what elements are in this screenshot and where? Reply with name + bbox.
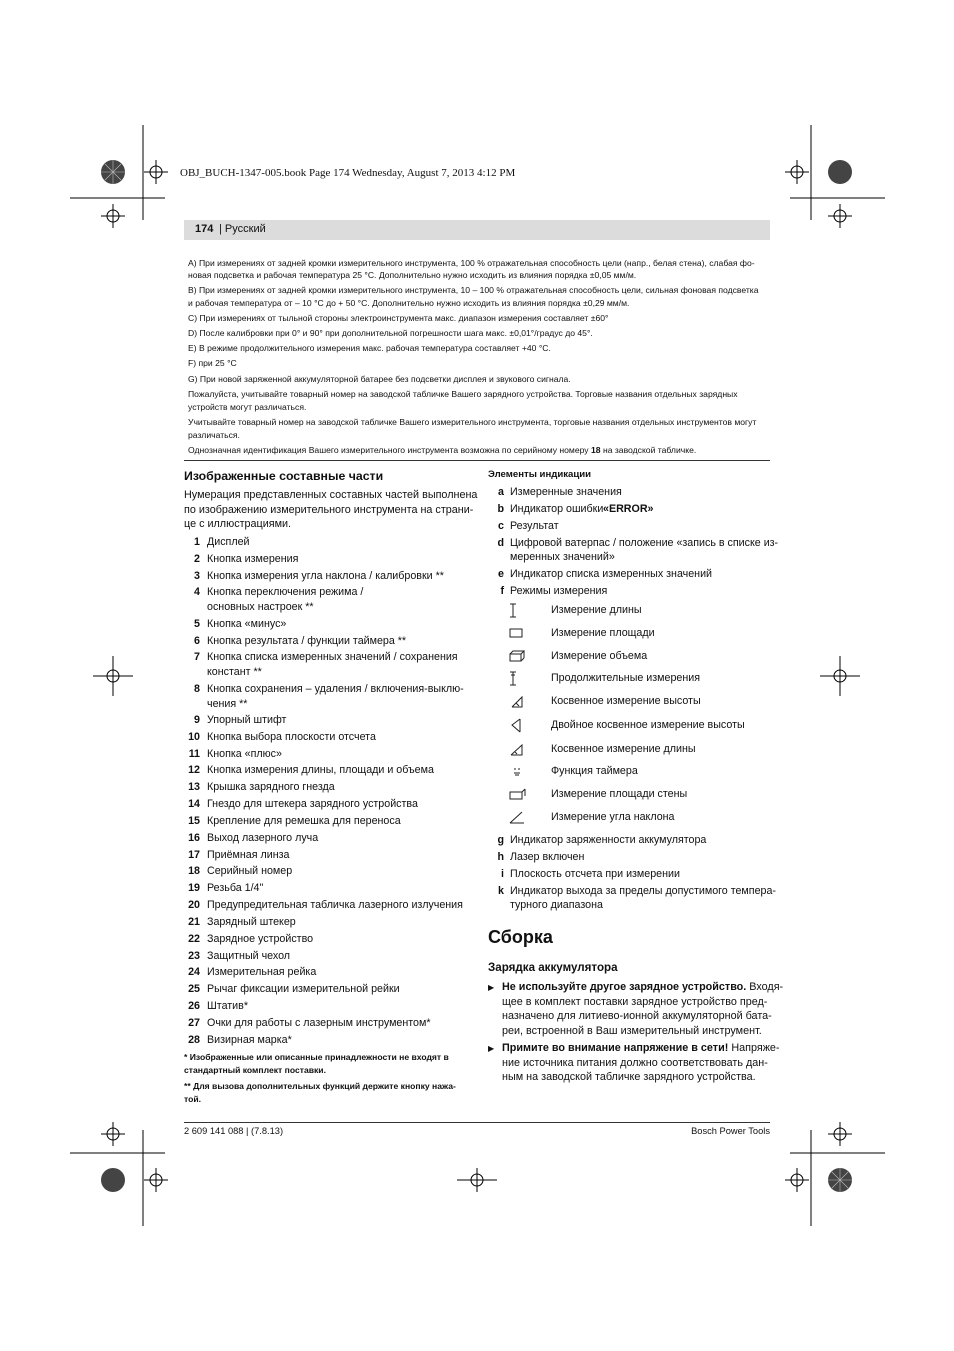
slope-icon <box>508 810 526 824</box>
component-item <box>184 881 474 896</box>
component-label-continued: констант ** <box>207 666 262 678</box>
indicator-label: Индикатор выхода за пределы допустимого темпера- <box>510 885 776 897</box>
double-indirect-height-icon <box>508 718 526 732</box>
component-item <box>184 864 474 879</box>
charger-warning: Не используйте другое зарядное устройство. Входя- <box>502 981 784 993</box>
print-header: OBJ_BUCH-1347-005.book Page 174 Wednesday, August 7, 2013 4:12 PM <box>180 167 516 179</box>
component-item <box>184 932 474 947</box>
component-label: Измерительная рейка <box>207 966 317 978</box>
component-label: Визирная марка* <box>207 1034 292 1046</box>
component-number: 10 <box>188 731 200 743</box>
extra-functions-note: ** Для вызова дополнительных функций держите кнопку нажа- той. <box>184 1081 456 1104</box>
component-item <box>184 982 474 997</box>
component-label: Кнопка «минус» <box>207 618 287 630</box>
component-label: Упорный штифт <box>207 714 287 726</box>
component-item <box>184 747 474 762</box>
component-label-continued: основных настроек ** <box>207 601 314 613</box>
indicator-key: c <box>498 520 504 532</box>
indirect-height-icon <box>508 694 526 708</box>
component-item <box>184 682 474 697</box>
component-item <box>184 569 474 584</box>
component-item <box>184 585 474 600</box>
continuous-icon <box>508 671 526 685</box>
measurement-mode-label: Косвенное измерение длины <box>551 743 696 755</box>
components-intro-line: Нумерация представленных составных частей выполнена <box>184 489 478 501</box>
component-number: 12 <box>188 764 200 776</box>
indicator-key: i <box>501 868 504 880</box>
component-label: Очки для работы с лазерным инструментом* <box>207 1017 431 1029</box>
component-item <box>184 831 474 846</box>
area-icon <box>508 626 526 640</box>
component-item <box>184 999 474 1014</box>
footnote-line: E) В режиме продолжительного измерения макс. рабочая температура составляет +40 °C. <box>188 343 551 353</box>
indicator-item <box>488 584 770 599</box>
page-number: 174 <box>195 223 214 235</box>
indicator-label: Индикатор списка измеренных значений <box>510 568 713 580</box>
component-item <box>184 634 474 649</box>
component-label: Штатив* <box>207 1000 248 1012</box>
footnote-line: B) При измерениях от задней кромки измерительного инструмента, 10 – 100 % отражательная способность цели, сильная фоновая подсветка <box>188 285 759 295</box>
component-label: Крепление для ремешка для переноса <box>207 815 401 827</box>
indicator-label-continued: турного диапазона <box>510 899 603 911</box>
component-number: 2 <box>194 553 200 565</box>
component-item <box>184 1033 474 1048</box>
indicator-key: f <box>500 585 504 597</box>
footnote-line: F) при 25 °C <box>188 358 237 368</box>
component-number: 5 <box>194 618 200 630</box>
measurement-mode-label: Измерение угла наклона <box>551 811 675 823</box>
component-number: 3 <box>194 570 200 582</box>
components-intro-line: це с иллюстрациями. <box>184 518 292 530</box>
component-label: Резьба 1/4" <box>207 882 264 894</box>
component-label: Приёмная линза <box>207 849 290 861</box>
component-item <box>184 915 474 930</box>
component-item <box>184 780 474 795</box>
indicator-key: h <box>497 851 504 863</box>
indicator-key: e <box>498 568 504 580</box>
measurement-mode-label: Функция таймера <box>551 765 638 777</box>
indicator-key: d <box>497 537 504 549</box>
indicator-item <box>488 485 770 500</box>
indicator-key: a <box>498 486 504 498</box>
measurement-mode-label: Измерение площади <box>551 627 655 639</box>
measurement-mode-label: Измерение объема <box>551 650 648 662</box>
indicator-item <box>488 867 770 882</box>
indicator-label: Результат <box>510 520 559 532</box>
battery-charging-heading: Зарядка аккумулятора <box>488 961 618 974</box>
indicator-item <box>488 567 770 582</box>
component-number: 4 <box>194 586 200 598</box>
component-item <box>184 848 474 863</box>
length-icon <box>508 603 526 617</box>
component-label: Кнопка сохранения – удаления / включения-выклю- <box>207 683 464 695</box>
component-item <box>184 949 474 964</box>
component-number: 27 <box>188 1017 200 1029</box>
footnote-line: и рабочая температура от – 10 °C до + 50 °C. Дополнительно нужно исходить из влияния порядка ±0,29 мм/м. <box>188 298 630 308</box>
indicator-item <box>488 536 779 551</box>
measurement-mode-label: Измерение длины <box>551 604 642 616</box>
timer-icon <box>508 764 526 778</box>
component-item <box>184 535 474 550</box>
bullet-triangle-icon: ▶ <box>488 1044 495 1053</box>
measurement-mode-label: Продолжительные измерения <box>551 672 701 684</box>
component-label: Кнопка измерения <box>207 553 299 565</box>
indicator-label: Режимы измерения <box>510 585 608 597</box>
component-item <box>184 730 474 745</box>
component-item <box>184 898 474 913</box>
indicator-key: g <box>497 834 504 846</box>
wall-area-icon <box>508 787 526 801</box>
indicators-heading: Элементы индикации <box>488 469 592 480</box>
component-item <box>184 713 474 728</box>
footnote-line: различаться. <box>188 430 240 440</box>
component-item <box>184 797 474 812</box>
component-item <box>184 617 474 632</box>
component-number: 21 <box>188 916 200 928</box>
identification-note: Однозначная идентификация Вашего измерительного инструмента возможна по серийному номеру 18 на заводской табличке. <box>188 445 697 455</box>
component-label: Гнездо для штекера зарядного устройства <box>207 798 418 810</box>
footnote-line: Пожалуйста, учитывайте товарный номер на заводской табличке Вашего зарядного устройства. Торговые названия отдельных зарядных <box>188 389 738 399</box>
footnote-line: A) При измерениях от задней кромки измерительного инструмента, 100 % отражательная способность цели (напр., белая стена), слабая фо- <box>188 258 755 268</box>
charger-warning-line: реи, встроенной в Ваш измерительный инструмент. <box>502 1025 762 1037</box>
measurement-mode-label: Двойное косвенное измерение высоты <box>551 719 745 731</box>
component-number: 9 <box>194 714 200 726</box>
component-number: 8 <box>194 683 200 695</box>
component-label: Кнопка выбора плоскости отсчета <box>207 731 376 743</box>
component-label: Зарядный штекер <box>207 916 296 928</box>
indicator-label: Плоскость отсчета при измерении <box>510 868 680 880</box>
component-number: 13 <box>188 781 200 793</box>
component-number: 14 <box>188 798 200 810</box>
component-number: 16 <box>188 832 200 844</box>
indicator-label: Измеренные значения <box>510 486 622 498</box>
component-number: 19 <box>188 882 200 894</box>
component-label: Кнопка измерения длины, площади и объема <box>207 764 434 776</box>
component-label: Серийный номер <box>207 865 293 877</box>
component-item <box>184 552 474 567</box>
component-number: 11 <box>188 748 200 760</box>
footer-divider <box>184 1122 770 1123</box>
component-label: Кнопка «плюс» <box>207 748 282 760</box>
component-label: Предупредительная табличка лазерного излучения <box>207 899 463 911</box>
indicator-label: Лазер включен <box>510 851 585 863</box>
charger-warning-line: щее в комплект поставки зарядное устройство пред- <box>502 996 768 1008</box>
indicator-label: Индикатор заряженности аккумулятора <box>510 834 707 846</box>
footnote-line: D) После калибровки при 0° и 90° при дополнительной погрешности шага макс. ±0,01°/градус до 45°. <box>188 328 593 338</box>
component-label: Зарядное устройство <box>207 933 314 945</box>
charger-warning-line: назначено для литиево-ионной аккумуляторной бата- <box>502 1010 772 1022</box>
component-item <box>184 650 474 665</box>
bullet-triangle-icon: ▶ <box>488 983 495 992</box>
footnote-line: новая подсветка и рабочая температура 25 °C. Дополнительно нужно исходить из влияния порядка ±0,05 мм/м. <box>188 270 637 280</box>
footnote-line: Учитывайте товарный номер на заводской табличке Вашего измерительного инструмента, торговые названия отдельных инструментов могут <box>188 417 757 427</box>
indicator-item <box>488 884 776 899</box>
indicator-label-continued: меренных значений» <box>510 551 615 563</box>
volume-icon <box>508 649 526 663</box>
component-label: Выход лазерного луча <box>207 832 319 844</box>
indicator-label-bold: «ERROR» <box>603 503 654 515</box>
indirect-length-icon <box>508 742 526 756</box>
indicator-item <box>488 850 770 865</box>
component-number: 15 <box>188 815 200 827</box>
component-number: 26 <box>188 1000 200 1012</box>
page-language: | Русский <box>219 223 266 235</box>
section-divider <box>184 460 770 461</box>
component-number: 23 <box>188 950 200 962</box>
component-number: 1 <box>194 536 200 548</box>
component-label: Защитный чехол <box>207 950 291 962</box>
indicator-item <box>488 502 770 517</box>
assembly-heading: Сборка <box>488 927 553 947</box>
component-label: Кнопка переключения режима / <box>207 586 364 598</box>
component-label: Крышка зарядного гнезда <box>207 781 335 793</box>
indicator-key: k <box>498 885 504 897</box>
component-label: Кнопка измерения угла наклона / калибровки ** <box>207 570 444 582</box>
component-number: 20 <box>188 899 200 911</box>
component-label: Кнопка списка измеренных значений / сохранения <box>207 651 458 663</box>
page-header-bar <box>184 220 770 240</box>
voltage-warning: Примите во внимание напряжение в сети! Напряже- <box>502 1042 780 1054</box>
component-item <box>184 1016 474 1031</box>
components-heading: Изображенные составные части <box>184 469 384 483</box>
component-number: 17 <box>188 849 200 861</box>
component-label: Рычаг фиксации измерительной рейки <box>207 983 400 995</box>
component-number: 22 <box>188 933 200 945</box>
indicator-key: b <box>497 503 504 515</box>
indicator-item <box>488 519 770 534</box>
component-number: 6 <box>194 635 200 647</box>
component-number: 24 <box>188 966 200 978</box>
accessory-note: * Изображенные или описанные принадлежности не входят в стандартный комплект поставки. <box>184 1052 449 1075</box>
footnote-line: G) При новой заряженной аккумуляторной батарее без подсветки дисплея и звукового сигнала. <box>188 374 571 384</box>
indicator-item <box>488 833 770 848</box>
component-label: Кнопка результата / функции таймера ** <box>207 635 407 647</box>
components-intro-line: по изображению измерительного инструмента на страни- <box>184 504 474 516</box>
footnote-line: C) При измерениях от тыльной стороны электроинструмента макс. диапазон измерения составляет ±60° <box>188 313 609 323</box>
component-number: 18 <box>188 865 200 877</box>
footnote-line: устройств могут различаться. <box>188 402 307 412</box>
component-number: 7 <box>194 651 200 663</box>
voltage-warning-line: ным на заводской табличке зарядного устройства. <box>502 1071 756 1083</box>
component-label: Дисплей <box>207 536 250 548</box>
footer-brand: Bosch Power Tools <box>691 1126 770 1136</box>
component-label-continued: чения ** <box>207 698 248 710</box>
indicator-label: Цифровой ватерпас / положение «запись в списке из- <box>510 537 779 549</box>
component-number: 28 <box>188 1034 200 1046</box>
footer-doc-number: 2 609 141 088 | (7.8.13) <box>184 1126 284 1136</box>
component-item <box>184 814 474 829</box>
component-item <box>184 965 474 980</box>
voltage-warning-line: ние источника питания должно соответствовать дан- <box>502 1057 768 1069</box>
component-item <box>184 763 474 778</box>
measurement-mode-label: Косвенное измерение высоты <box>551 695 701 707</box>
indicator-label: Индикатор ошибки <box>510 503 604 515</box>
measurement-mode-label: Измерение площади стены <box>551 788 688 800</box>
component-number: 25 <box>188 983 200 995</box>
